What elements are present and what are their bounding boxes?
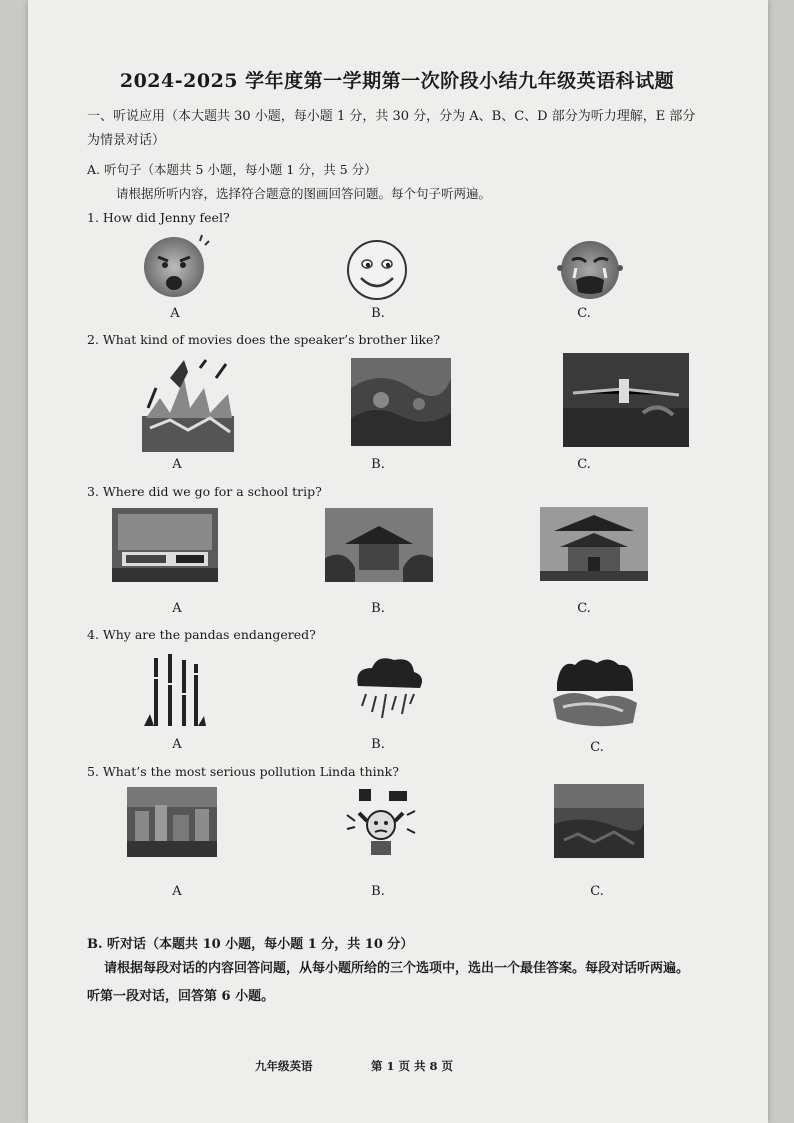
q2-option-b: B.: [371, 457, 385, 472]
bamboo-picture: [142, 654, 208, 730]
building-picture: [112, 508, 218, 582]
happy-face-picture: [343, 238, 411, 302]
section-b-instruction: 请根据每段对话的内容回答问题，从每小题所给的三个选项中，选出一个最佳答案。每段对话听两遍。: [104, 961, 690, 976]
action-movie-picture: [140, 358, 236, 454]
q3-option-a: A: [172, 601, 182, 616]
rain-cloud-picture: [350, 652, 426, 728]
q1-option-c: C.: [577, 306, 591, 321]
pavilion-picture: [540, 507, 648, 581]
dirty-land-picture: [554, 784, 644, 858]
section-a-heading: A. 听句子（本题共 5 小题，每小题 1 分，共 5 分）: [87, 162, 377, 177]
question-5: 5. What’s the most serious pollution Linda think?: [87, 764, 399, 779]
question-2: 2. What kind of movies does the speaker’s brother like?: [87, 332, 441, 347]
question-1: 1. How did Jenny feel?: [87, 210, 230, 225]
q1-option-b: B.: [371, 306, 385, 321]
documentary-picture: [351, 358, 451, 446]
part1-heading: 一、听说应用（本大题共 30 小题，每小题 1 分，共 30 分，分为 A、B、C、D 部分为听力理解，E 部分: [87, 109, 696, 124]
question-4: 4. Why are the pandas endangered?: [87, 627, 316, 642]
noise-picture: [345, 785, 417, 857]
q1-option-a: A: [170, 306, 180, 321]
q5-option-c: C.: [590, 884, 604, 899]
section-b-instruction-2: 听第一段对话，回答第 6 小题。: [87, 989, 275, 1004]
city-smog-picture: [127, 787, 217, 857]
temple-picture: [325, 508, 433, 582]
section-a-instruction: 请根据所听内容，选择符合题意的图画回答问题。每个句子听两遍。: [116, 186, 492, 201]
crying-face-picture: [556, 238, 626, 302]
forest-picture: [553, 655, 637, 729]
q5-option-a: A: [172, 884, 182, 899]
q5-option-b: B.: [371, 884, 385, 899]
question-3: 3. Where did we go for a school trip?: [87, 484, 322, 499]
q4-option-c: C.: [590, 740, 604, 755]
q2-option-c: C.: [577, 457, 591, 472]
footer-page-number: 第 1 页 共 8 页: [371, 1059, 454, 1073]
footer-subject: 九年级英语: [255, 1059, 313, 1073]
sci-fi-picture: [563, 353, 689, 447]
q2-option-a: A: [172, 457, 182, 472]
angry-face-picture: [140, 233, 210, 299]
section-b-heading: B. 听对话（本题共 10 小题，每小题 1 分，共 10 分）: [87, 937, 414, 952]
exam-title: 2024-2025 学年度第一学期第一次阶段小结九年级英语科试题: [119, 70, 675, 92]
q4-option-a: A: [172, 737, 182, 752]
q4-option-b: B.: [371, 737, 385, 752]
q3-option-b: B.: [371, 601, 385, 616]
q3-option-c: C.: [577, 601, 591, 616]
part1-heading-cont: 为情景对话）: [87, 133, 166, 148]
